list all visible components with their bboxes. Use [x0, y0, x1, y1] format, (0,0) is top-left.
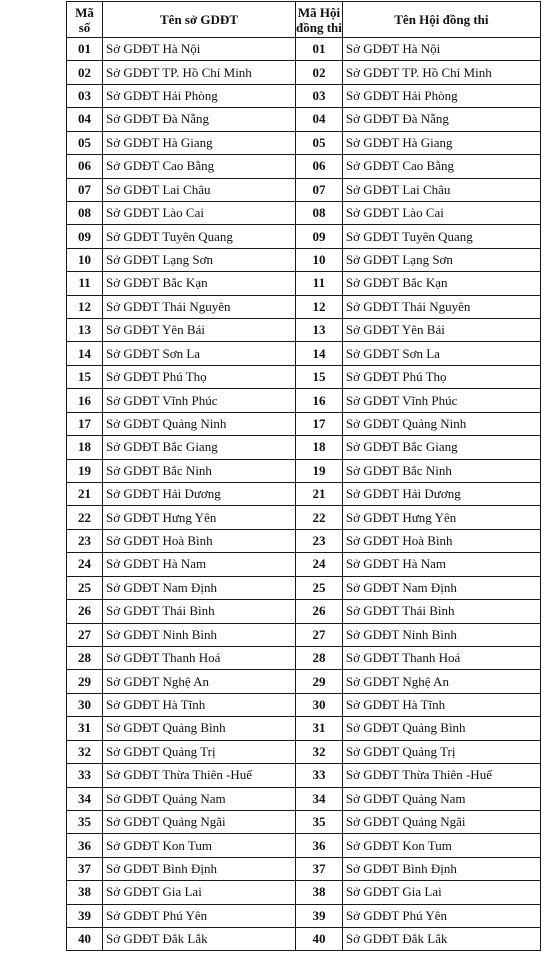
row-department-name: Sở GDĐT TP. Hồ Chí Minh	[103, 61, 296, 84]
row-council-code: 17	[296, 412, 343, 435]
row-council-code: 27	[296, 623, 343, 646]
table-row	[67, 389, 541, 412]
row-council-name: Sở GDĐT Thừa Thiên -Huế	[342, 764, 540, 787]
table-row	[67, 365, 541, 388]
table-row	[67, 84, 541, 107]
table-row	[67, 506, 541, 529]
table-row	[67, 857, 541, 880]
row-council-name: Sở GDĐT Đắk Lắk	[342, 928, 540, 951]
row-code: 10	[67, 248, 103, 271]
row-code: 19	[67, 459, 103, 482]
table-row	[67, 459, 541, 482]
row-council-code: 13	[296, 319, 343, 342]
row-department-name: Sở GDĐT Sơn La	[103, 342, 296, 365]
row-council-name: Sở GDĐT Quảng Ninh	[342, 412, 540, 435]
row-council-name: Sở GDĐT Hưng Yên	[342, 506, 540, 529]
row-department-name: Sở GDĐT Bắc Kạn	[103, 272, 296, 295]
row-council-code: 32	[296, 740, 343, 763]
table-row	[67, 436, 541, 459]
row-code: 27	[67, 623, 103, 646]
table-row	[67, 717, 541, 740]
header-ma-hoi-dong	[296, 2, 343, 38]
row-code: 05	[67, 131, 103, 154]
row-department-name: Sở GDĐT Đà Nẵng	[103, 108, 296, 131]
table-row	[67, 178, 541, 201]
table-row	[67, 529, 541, 552]
row-council-code: 38	[296, 881, 343, 904]
row-council-name: Sở GDĐT Nghệ An	[342, 670, 540, 693]
row-council-name: Sở GDĐT Tuyên Quang	[342, 225, 540, 248]
row-department-name: Sở GDĐT Lào Cai	[103, 201, 296, 224]
row-code: 33	[67, 764, 103, 787]
exam-council-table	[66, 1, 541, 951]
table-row	[67, 670, 541, 693]
row-council-code: 01	[296, 38, 343, 61]
row-council-code: 24	[296, 553, 343, 576]
row-department-name: Sở GDĐT Hà Giang	[103, 131, 296, 154]
row-code: 32	[67, 740, 103, 763]
row-council-name: Sở GDĐT Đà Nẵng	[342, 108, 540, 131]
row-council-code: 16	[296, 389, 343, 412]
row-code: 15	[67, 365, 103, 388]
row-council-code: 12	[296, 295, 343, 318]
row-code: 24	[67, 553, 103, 576]
row-department-name: Sở GDĐT Vĩnh Phúc	[103, 389, 296, 412]
row-department-name: Sở GDĐT Quảng Ngãi	[103, 810, 296, 833]
row-council-name: Sở GDĐT Kon Tum	[342, 834, 540, 857]
row-department-name: Sở GDĐT Kon Tum	[103, 834, 296, 857]
row-council-name: Sở GDĐT TP. Hồ Chí Minh	[342, 61, 540, 84]
row-council-name: Sở GDĐT Phú Yên	[342, 904, 540, 927]
row-code: 18	[67, 436, 103, 459]
row-council-name: Sở GDĐT Ninh Bình	[342, 623, 540, 646]
row-council-name: Sở GDĐT Hải Dương	[342, 483, 540, 506]
table-body	[67, 38, 541, 951]
row-department-name: Sở GDĐT Hà Nội	[103, 38, 296, 61]
header-line: số	[78, 19, 91, 35]
row-department-name: Sở GDĐT Quảng Trị	[103, 740, 296, 763]
row-council-code: 04	[296, 108, 343, 131]
row-department-name: Sở GDĐT Ninh Bình	[103, 623, 296, 646]
header-ten-hoi-dong: Tên Hội đồng thi	[342, 2, 540, 38]
row-code: 29	[67, 670, 103, 693]
row-council-name: Sở GDĐT Lào Cai	[342, 201, 540, 224]
row-council-name: Sở GDĐT Gia Lai	[342, 881, 540, 904]
row-council-code: 08	[296, 201, 343, 224]
row-council-code: 09	[296, 225, 343, 248]
row-council-name: Sở GDĐT Hà Tĩnh	[342, 693, 540, 716]
row-council-code: 07	[296, 178, 343, 201]
table-row	[67, 248, 541, 271]
table-row	[67, 623, 541, 646]
row-code: 35	[67, 810, 103, 833]
table-row	[67, 131, 541, 154]
table-row	[67, 272, 541, 295]
table-row	[67, 342, 541, 365]
row-council-code: 15	[296, 365, 343, 388]
table-row	[67, 38, 541, 61]
row-department-name: Sở GDĐT Quảng Nam	[103, 787, 296, 810]
row-council-name: Sở GDĐT Lạng Sơn	[342, 248, 540, 271]
row-code: 13	[67, 319, 103, 342]
row-council-code: 02	[296, 61, 343, 84]
row-council-code: 40	[296, 928, 343, 951]
row-council-code: 30	[296, 693, 343, 716]
table-row	[67, 787, 541, 810]
row-council-name: Sở GDĐT Thái Nguyên	[342, 295, 540, 318]
row-council-code: 10	[296, 248, 343, 271]
row-department-name: Sở GDĐT Thanh Hoá	[103, 646, 296, 669]
table-row	[67, 108, 541, 131]
row-council-code: 28	[296, 646, 343, 669]
row-council-name: Sở GDĐT Bình Định	[342, 857, 540, 880]
row-code: 31	[67, 717, 103, 740]
header-ten-so: Tên sở GDĐT	[103, 2, 296, 38]
table-row	[67, 225, 541, 248]
row-department-name: Sở GDĐT Hưng Yên	[103, 506, 296, 529]
row-council-code: 23	[296, 529, 343, 552]
row-code: 01	[67, 38, 103, 61]
table-row	[67, 576, 541, 599]
row-code: 07	[67, 178, 103, 201]
row-department-name: Sở GDĐT Quảng Ninh	[103, 412, 296, 435]
row-code: 30	[67, 693, 103, 716]
row-council-name: Sở GDĐT Hải Phòng	[342, 84, 540, 107]
row-council-code: 31	[296, 717, 343, 740]
header-line: đồng thi	[296, 19, 342, 35]
row-code: 06	[67, 155, 103, 178]
row-department-name: Sở GDĐT Phú Yên	[103, 904, 296, 927]
row-department-name: Sở GDĐT Lai Châu	[103, 178, 296, 201]
row-council-code: 21	[296, 483, 343, 506]
row-council-name: Sở GDĐT Bắc Kạn	[342, 272, 540, 295]
row-department-name: Sở GDĐT Thái Bình	[103, 600, 296, 623]
table-row	[67, 646, 541, 669]
row-code: 22	[67, 506, 103, 529]
row-code: 02	[67, 61, 103, 84]
row-department-name: Sở GDĐT Hà Tĩnh	[103, 693, 296, 716]
row-code: 39	[67, 904, 103, 927]
header-row	[67, 2, 541, 38]
row-council-code: 14	[296, 342, 343, 365]
row-council-name: Sở GDĐT Cao Bằng	[342, 155, 540, 178]
row-council-name: Sở GDĐT Bắc Ninh	[342, 459, 540, 482]
row-code: 14	[67, 342, 103, 365]
table-row	[67, 600, 541, 623]
row-department-name: Sở GDĐT Cao Bằng	[103, 155, 296, 178]
header-line: Mã Hội	[297, 4, 341, 20]
header-ma-so	[67, 2, 103, 38]
row-code: 03	[67, 84, 103, 107]
row-council-name: Sở GDĐT Hà Nội	[342, 38, 540, 61]
row-council-code: 29	[296, 670, 343, 693]
table-row	[67, 834, 541, 857]
row-code: 38	[67, 881, 103, 904]
row-code: 09	[67, 225, 103, 248]
row-code: 36	[67, 834, 103, 857]
row-council-name: Sở GDĐT Hà Giang	[342, 131, 540, 154]
row-council-name: Sở GDĐT Quảng Trị	[342, 740, 540, 763]
row-council-code: 35	[296, 810, 343, 833]
table-row	[67, 155, 541, 178]
table-row	[67, 201, 541, 224]
row-council-name: Sở GDĐT Sơn La	[342, 342, 540, 365]
row-code: 25	[67, 576, 103, 599]
row-council-code: 36	[296, 834, 343, 857]
table-row	[67, 483, 541, 506]
row-department-name: Sở GDĐT Hoà Bình	[103, 529, 296, 552]
row-code: 12	[67, 295, 103, 318]
row-council-code: 22	[296, 506, 343, 529]
row-code: 37	[67, 857, 103, 880]
table-row	[67, 693, 541, 716]
row-council-name: Sở GDĐT Thái Bình	[342, 600, 540, 623]
table-row	[67, 928, 541, 951]
table-row	[67, 412, 541, 435]
row-department-name: Sở GDĐT Bình Định	[103, 857, 296, 880]
row-council-name: Sở GDĐT Quảng Nam	[342, 787, 540, 810]
row-department-name: Sở GDĐT Bắc Giang	[103, 436, 296, 459]
table-row	[67, 553, 541, 576]
row-council-code: 37	[296, 857, 343, 880]
row-code: 17	[67, 412, 103, 435]
row-council-code: 19	[296, 459, 343, 482]
table-row	[67, 319, 541, 342]
row-department-name: Sở GDĐT Đắk Lắk	[103, 928, 296, 951]
row-council-code: 05	[296, 131, 343, 154]
row-council-code: 34	[296, 787, 343, 810]
row-code: 04	[67, 108, 103, 131]
row-council-name: Sở GDĐT Lai Châu	[342, 178, 540, 201]
row-council-name: Sở GDĐT Vĩnh Phúc	[342, 389, 540, 412]
row-council-name: Sở GDĐT Hoà Bình	[342, 529, 540, 552]
row-code: 11	[67, 272, 103, 295]
row-code: 08	[67, 201, 103, 224]
table-row	[67, 740, 541, 763]
row-council-name: Sở GDĐT Quảng Bình	[342, 717, 540, 740]
table-row	[67, 904, 541, 927]
table-header	[67, 2, 541, 38]
row-department-name: Sở GDĐT Nghệ An	[103, 670, 296, 693]
row-department-name: Sở GDĐT Thừa Thiên -Huế	[103, 764, 296, 787]
row-department-name: Sở GDĐT Phú Thọ	[103, 365, 296, 388]
row-department-name: Sở GDĐT Quảng Bình	[103, 717, 296, 740]
row-code: 28	[67, 646, 103, 669]
row-department-name: Sở GDĐT Gia Lai	[103, 881, 296, 904]
row-department-name: Sở GDĐT Nam Định	[103, 576, 296, 599]
row-council-name: Sở GDĐT Bắc Giang	[342, 436, 540, 459]
row-council-code: 33	[296, 764, 343, 787]
row-department-name: Sở GDĐT Hải Dương	[103, 483, 296, 506]
row-council-code: 03	[296, 84, 343, 107]
row-council-name: Sở GDĐT Quảng Ngãi	[342, 810, 540, 833]
row-department-name: Sở GDĐT Hà Nam	[103, 553, 296, 576]
table-row	[67, 764, 541, 787]
row-department-name: Sở GDĐT Tuyên Quang	[103, 225, 296, 248]
row-council-code: 06	[296, 155, 343, 178]
row-council-code: 26	[296, 600, 343, 623]
table-row	[67, 295, 541, 318]
row-department-name: Sở GDĐT Bắc Ninh	[103, 459, 296, 482]
row-code: 23	[67, 529, 103, 552]
row-council-name: Sở GDĐT Phú Thọ	[342, 365, 540, 388]
row-council-code: 25	[296, 576, 343, 599]
row-council-code: 11	[296, 272, 343, 295]
row-council-name: Sở GDĐT Yên Bái	[342, 319, 540, 342]
row-council-name: Sở GDĐT Nam Định	[342, 576, 540, 599]
row-council-name: Sở GDĐT Hà Nam	[342, 553, 540, 576]
table-row	[67, 810, 541, 833]
row-department-name: Sở GDĐT Yên Bái	[103, 319, 296, 342]
header-line: Mã	[75, 4, 94, 20]
row-council-name: Sở GDĐT Thanh Hoá	[342, 646, 540, 669]
row-department-name: Sở GDĐT Hải Phòng	[103, 84, 296, 107]
row-department-name: Sở GDĐT Lạng Sơn	[103, 248, 296, 271]
row-council-code: 18	[296, 436, 343, 459]
row-code: 34	[67, 787, 103, 810]
row-department-name: Sở GDĐT Thái Nguyên	[103, 295, 296, 318]
row-code: 16	[67, 389, 103, 412]
table-row	[67, 881, 541, 904]
table-row	[67, 61, 541, 84]
row-code: 26	[67, 600, 103, 623]
row-code: 40	[67, 928, 103, 951]
row-council-code: 39	[296, 904, 343, 927]
row-code: 21	[67, 483, 103, 506]
